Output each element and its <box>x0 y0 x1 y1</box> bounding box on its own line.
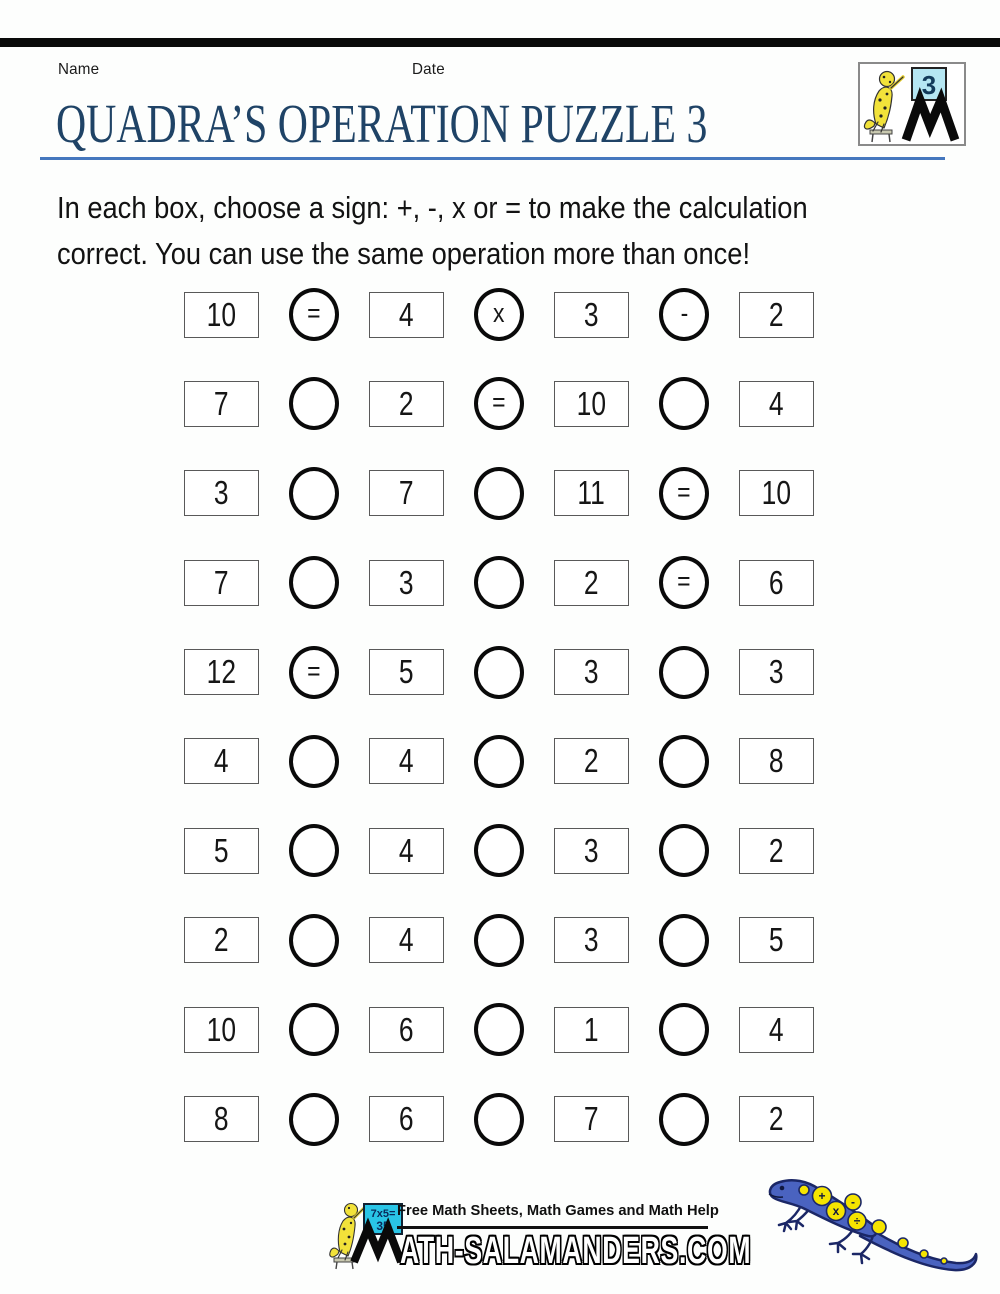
number-box <box>554 649 629 695</box>
sign-circle-empty <box>474 824 524 877</box>
number-box <box>554 1096 629 1142</box>
number-box <box>739 828 814 874</box>
sign-value: = <box>307 655 321 686</box>
number-value: 12 <box>206 653 237 691</box>
number-box <box>739 381 814 427</box>
sign-value: x <box>493 298 505 328</box>
sign-circle-empty <box>289 914 339 967</box>
sign-circle-empty <box>474 1093 524 1146</box>
sign-value: = <box>492 387 506 418</box>
number-value: 10 <box>576 384 607 422</box>
number-box <box>739 1096 814 1142</box>
svg-text:-: - <box>851 1195 855 1209</box>
number-value: 3 <box>399 563 414 601</box>
sign-circle-filled <box>474 377 524 430</box>
sign-circle-empty <box>289 1093 339 1146</box>
number-value: 11 <box>577 474 606 512</box>
number-box <box>369 381 444 427</box>
salamander-icon <box>864 72 903 133</box>
number-box <box>369 738 444 784</box>
number-box <box>369 828 444 874</box>
math-lizard-icon <box>760 1166 988 1278</box>
number-value: 4 <box>214 742 229 780</box>
number-box <box>369 292 444 338</box>
number-value: 10 <box>206 1010 237 1048</box>
date-label: Date <box>412 61 445 78</box>
name-label: Name <box>58 61 100 78</box>
number-box <box>554 560 629 606</box>
instructions-line1: In each box, choose a sign: +, -, x or = to make the calculation <box>57 190 808 225</box>
sign-value: = <box>677 476 691 507</box>
number-value: 6 <box>399 1010 414 1048</box>
sign-circle-empty <box>474 646 524 699</box>
number-value: 1 <box>584 1010 599 1048</box>
number-value: 2 <box>214 921 229 959</box>
footer-logo <box>328 1196 408 1272</box>
number-box <box>369 470 444 516</box>
number-value: 5 <box>214 831 229 869</box>
math-salamanders-logo-icon <box>860 64 964 144</box>
puzzle-row <box>184 914 814 967</box>
number-value: 10 <box>206 295 237 333</box>
number-value: 6 <box>399 1100 414 1138</box>
number-box <box>739 470 814 516</box>
number-box <box>554 470 629 516</box>
sign-circle-filled <box>474 288 524 341</box>
number-value: 3 <box>584 921 599 959</box>
number-box <box>739 649 814 695</box>
number-box <box>554 917 629 963</box>
number-value: 4 <box>399 742 414 780</box>
number-box <box>184 381 259 427</box>
number-value: 5 <box>769 921 784 959</box>
puzzle-row <box>184 467 814 520</box>
sign-circle-empty <box>659 1093 709 1146</box>
puzzle-grid <box>184 288 814 1146</box>
number-box <box>184 292 259 338</box>
number-value: 2 <box>399 384 414 422</box>
sign-circle-empty <box>474 914 524 967</box>
sign-circle-empty <box>659 824 709 877</box>
sign-circle-empty <box>289 824 339 877</box>
number-value: 8 <box>769 742 784 780</box>
number-value: 7 <box>584 1100 599 1138</box>
number-box <box>184 1096 259 1142</box>
site-name: ATH-SALAMANDERS.COM <box>400 1230 752 1272</box>
number-box <box>554 381 629 427</box>
number-value: 8 <box>214 1100 229 1138</box>
sign-circle-empty <box>474 1003 524 1056</box>
number-box <box>739 738 814 784</box>
number-box <box>369 560 444 606</box>
number-value: 10 <box>761 474 792 512</box>
sign-circle-filled <box>289 288 339 341</box>
number-box <box>369 917 444 963</box>
number-box <box>739 292 814 338</box>
sign-circle-filled <box>659 467 709 520</box>
sign-circle-empty <box>659 377 709 430</box>
puzzle-row <box>184 646 814 699</box>
number-value: 3 <box>584 831 599 869</box>
sign-value: = <box>307 298 321 328</box>
svg-text:+: + <box>818 1189 826 1203</box>
number-value: 4 <box>769 1010 784 1048</box>
puzzle-row <box>184 824 814 877</box>
number-box <box>184 470 259 516</box>
sign-circle-filled <box>659 556 709 609</box>
number-value: 2 <box>769 831 784 869</box>
footer-divider <box>397 1226 708 1229</box>
sign-circle-empty <box>659 735 709 788</box>
number-value: 2 <box>584 742 599 780</box>
sign-circle-empty <box>659 914 709 967</box>
svg-text:x: x <box>832 1204 840 1218</box>
svg-text:÷: ÷ <box>853 1214 861 1228</box>
number-value: 4 <box>399 831 414 869</box>
sign-circle-empty <box>289 556 339 609</box>
number-box <box>184 1007 259 1053</box>
sign-value: - <box>680 298 688 328</box>
number-box <box>739 560 814 606</box>
header-logo <box>858 62 966 146</box>
sign-circle-empty <box>659 1003 709 1056</box>
board-equation: 7x5= <box>370 1208 396 1220</box>
number-value: 4 <box>399 921 414 959</box>
number-box <box>554 828 629 874</box>
number-value: 4 <box>769 384 784 422</box>
number-box <box>369 1096 444 1142</box>
sign-circle-empty <box>659 646 709 699</box>
sign-circle-empty <box>289 735 339 788</box>
number-value: 3 <box>584 295 599 333</box>
instructions-line2: correct. You can use the same operation more than once! <box>57 236 751 271</box>
sign-circle-empty <box>289 377 339 430</box>
sign-circle-empty <box>474 467 524 520</box>
number-box <box>554 1007 629 1053</box>
puzzle-row <box>184 556 814 609</box>
sign-circle-empty <box>289 1003 339 1056</box>
m-logo-icon <box>906 100 955 140</box>
puzzle-row <box>184 1093 814 1146</box>
number-value: 7 <box>214 384 229 422</box>
footer-tagline: Free Math Sheets, Math Games and Math Help <box>397 1202 719 1219</box>
puzzle-row <box>184 288 814 341</box>
number-value: 4 <box>399 295 414 333</box>
puzzle-row <box>184 377 814 430</box>
sign-circle-filled <box>659 288 709 341</box>
instructions <box>57 185 808 277</box>
number-value: 3 <box>214 474 229 512</box>
puzzle-row <box>184 1003 814 1056</box>
number-value: 7 <box>214 563 229 601</box>
number-box <box>739 917 814 963</box>
number-box <box>184 560 259 606</box>
puzzle-row <box>184 735 814 788</box>
number-box <box>184 917 259 963</box>
lizard-eye <box>780 1186 785 1191</box>
page-title: QUADRA’S OPERATION PUZZLE 3 <box>56 93 708 154</box>
number-value: 3 <box>584 653 599 691</box>
badge-number: 3 <box>921 70 937 100</box>
number-value: 2 <box>769 295 784 333</box>
number-box <box>184 649 259 695</box>
number-box <box>184 828 259 874</box>
number-box <box>369 649 444 695</box>
title-underline-rule <box>40 157 945 160</box>
sign-circle-empty <box>474 556 524 609</box>
number-box <box>739 1007 814 1053</box>
number-value: 6 <box>769 563 784 601</box>
sign-value: = <box>677 566 691 597</box>
sign-circle-filled <box>289 646 339 699</box>
number-box <box>554 292 629 338</box>
number-value: 2 <box>584 563 599 601</box>
number-value: 5 <box>399 653 414 691</box>
number-value: 2 <box>769 1100 784 1138</box>
sign-circle-empty <box>474 735 524 788</box>
board-answer: 35 <box>376 1219 390 1233</box>
number-value: 7 <box>399 474 414 512</box>
number-box <box>369 1007 444 1053</box>
number-box <box>554 738 629 784</box>
number-box <box>184 738 259 784</box>
sign-circle-empty <box>289 467 339 520</box>
top-border-bar <box>0 38 1000 47</box>
number-value: 3 <box>769 653 784 691</box>
